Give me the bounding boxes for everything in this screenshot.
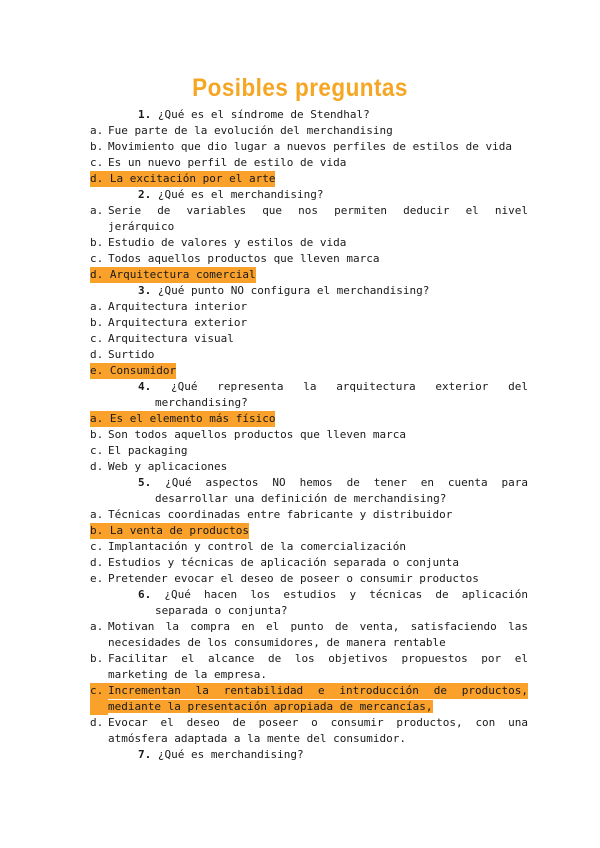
question-list xyxy=(90,107,528,763)
question-6 xyxy=(90,587,528,619)
option-text: Son todos aquellos productos que lleven marca xyxy=(108,428,407,441)
question-text: ¿Qué es merchandising? xyxy=(157,748,304,761)
option-letter: b. xyxy=(90,316,104,329)
option-letter: c. xyxy=(90,540,104,553)
question-text: ¿Qué es el merchandising? xyxy=(157,188,324,201)
option-text: Arquitectura visual xyxy=(108,332,234,345)
option-letter: c. xyxy=(90,444,104,457)
question-1 xyxy=(90,107,528,123)
question-3 xyxy=(90,283,528,299)
option-letter: d. xyxy=(90,268,104,281)
option-text: Implantación y control de la comercialización xyxy=(108,540,407,553)
option-letter: c. xyxy=(90,332,104,345)
option-text: Técnicas coordinadas entre fabricante y distribuidor xyxy=(108,508,453,521)
option-text-line-1: Incrementan la rentabilidad e introducción de productos, xyxy=(108,684,528,697)
question-4 xyxy=(90,379,528,411)
option-c xyxy=(90,251,528,267)
option-b xyxy=(90,427,528,443)
option-c xyxy=(90,155,528,171)
option-text: Arquitectura exterior xyxy=(108,316,248,329)
option-letter: c. xyxy=(90,683,108,715)
option-d-correct xyxy=(90,267,528,283)
option-d xyxy=(90,347,528,363)
option-text: Arquitectura interior xyxy=(108,300,248,313)
option-a xyxy=(90,203,528,235)
option-text: La venta de productos xyxy=(109,524,249,537)
option-b xyxy=(90,651,528,683)
question-number: 6. xyxy=(138,588,152,601)
option-c xyxy=(90,443,528,459)
option-text-line-2: atmósfera adaptada a la mente del consumidor. xyxy=(108,732,407,745)
option-letter: d. xyxy=(90,460,104,473)
option-letter: b. xyxy=(90,652,104,665)
option-letter: e. xyxy=(90,364,104,377)
option-letter: b. xyxy=(90,140,104,153)
option-text: Pretender evocar el deseo de poseer o consumir productos xyxy=(108,572,479,585)
option-letter: c. xyxy=(90,252,104,265)
option-letter: c. xyxy=(90,156,104,169)
option-text: Movimiento que dio lugar a nuevos perfiles de estilos de vida xyxy=(108,140,512,153)
option-d xyxy=(90,555,528,571)
option-text-line-1: Facilitar el alcance de los objetivos propuestos por el xyxy=(108,652,528,665)
option-text: Surtido xyxy=(108,348,155,361)
option-letter: d. xyxy=(90,348,104,361)
option-c xyxy=(90,331,528,347)
option-text-line-1: Serie de variables que nos permiten deducir el nivel xyxy=(108,204,528,217)
option-text-line-1: Motivan la compra en el punto de venta, satisfaciendo las xyxy=(108,620,528,633)
question-2 xyxy=(90,187,528,203)
option-text: Es el elemento más físico xyxy=(109,412,276,425)
question-text-line-2: separada o conjunta? xyxy=(155,604,288,617)
option-d xyxy=(90,459,528,475)
option-c xyxy=(90,539,528,555)
option-letter: a. xyxy=(90,508,104,521)
page-title: Posibles preguntas xyxy=(192,74,408,102)
question-text-line-2: desarrollar una definición de merchandising? xyxy=(155,492,447,505)
option-letter: b. xyxy=(90,236,104,249)
option-a xyxy=(90,299,528,315)
option-text-line-2: necesidades de los consumidores, de manera rentable xyxy=(108,636,446,649)
question-text-line-2: merchandising? xyxy=(155,396,248,409)
option-a xyxy=(90,507,528,523)
option-b-correct xyxy=(90,523,528,539)
option-text: Arquitectura comercial xyxy=(109,268,256,281)
option-d xyxy=(90,715,528,747)
option-letter: a. xyxy=(90,620,104,633)
option-a-correct xyxy=(90,411,528,427)
option-letter: e. xyxy=(90,572,104,585)
option-b xyxy=(90,235,528,251)
option-letter: a. xyxy=(90,124,104,137)
option-b xyxy=(90,315,528,331)
option-a xyxy=(90,619,528,651)
question-number: 2. xyxy=(138,188,152,201)
question-5 xyxy=(90,475,528,507)
option-e-correct xyxy=(90,363,528,379)
option-letter: a. xyxy=(90,300,104,313)
option-letter: a. xyxy=(90,204,104,217)
option-letter: b. xyxy=(90,524,104,537)
option-letter: a. xyxy=(90,412,104,425)
question-number: 4. xyxy=(138,380,152,393)
option-text: Es un nuevo perfil de estilo de vida xyxy=(108,156,347,169)
option-text: Consumidor xyxy=(109,364,177,377)
question-text-line-1: ¿Qué hacen los estudios y técnicas de aplicación xyxy=(164,588,528,601)
option-text: Estudios y técnicas de aplicación separada o conjunta xyxy=(108,556,459,569)
option-letter: d. xyxy=(90,172,104,185)
question-7 xyxy=(90,747,528,763)
option-c-correct xyxy=(90,683,528,715)
option-text: Fue parte de la evolución del merchandising xyxy=(108,124,393,137)
option-b xyxy=(90,139,528,155)
question-text-line-1: ¿Qué aspectos NO hemos de tener en cuenta para xyxy=(165,476,529,489)
question-text: ¿Qué punto NO configura el merchandising? xyxy=(157,284,430,297)
option-text: El packaging xyxy=(108,444,188,457)
option-letter: b. xyxy=(90,428,104,441)
option-a xyxy=(90,123,528,139)
option-text-line-2: mediante la presentación apropiada de mercancías, xyxy=(108,700,433,713)
option-text-line-1: Evocar el deseo de poseer o consumir productos, con una xyxy=(108,716,528,729)
option-d-correct xyxy=(90,171,528,187)
question-number: 7. xyxy=(138,748,152,761)
question-number: 3. xyxy=(138,284,152,297)
option-e xyxy=(90,571,528,587)
option-text: Todos aquellos productos que lleven marca xyxy=(108,252,380,265)
option-letter: d. xyxy=(90,556,104,569)
question-number: 5. xyxy=(138,476,152,489)
option-letter: d. xyxy=(90,716,104,729)
question-text: ¿Qué es el síndrome de Stendhal? xyxy=(157,108,370,121)
option-text: Web y aplicaciones xyxy=(108,460,228,473)
option-text: Estudio de valores y estilos de vida xyxy=(108,236,347,249)
question-number: 1. xyxy=(138,108,152,121)
option-text-line-2: marketing de la empresa. xyxy=(108,668,267,681)
question-text-line-1: ¿Qué representa la arquitectura exterior del xyxy=(171,380,528,393)
option-text-line-2: jerárquico xyxy=(108,220,175,233)
option-text: La excitación por el arte xyxy=(109,172,276,185)
